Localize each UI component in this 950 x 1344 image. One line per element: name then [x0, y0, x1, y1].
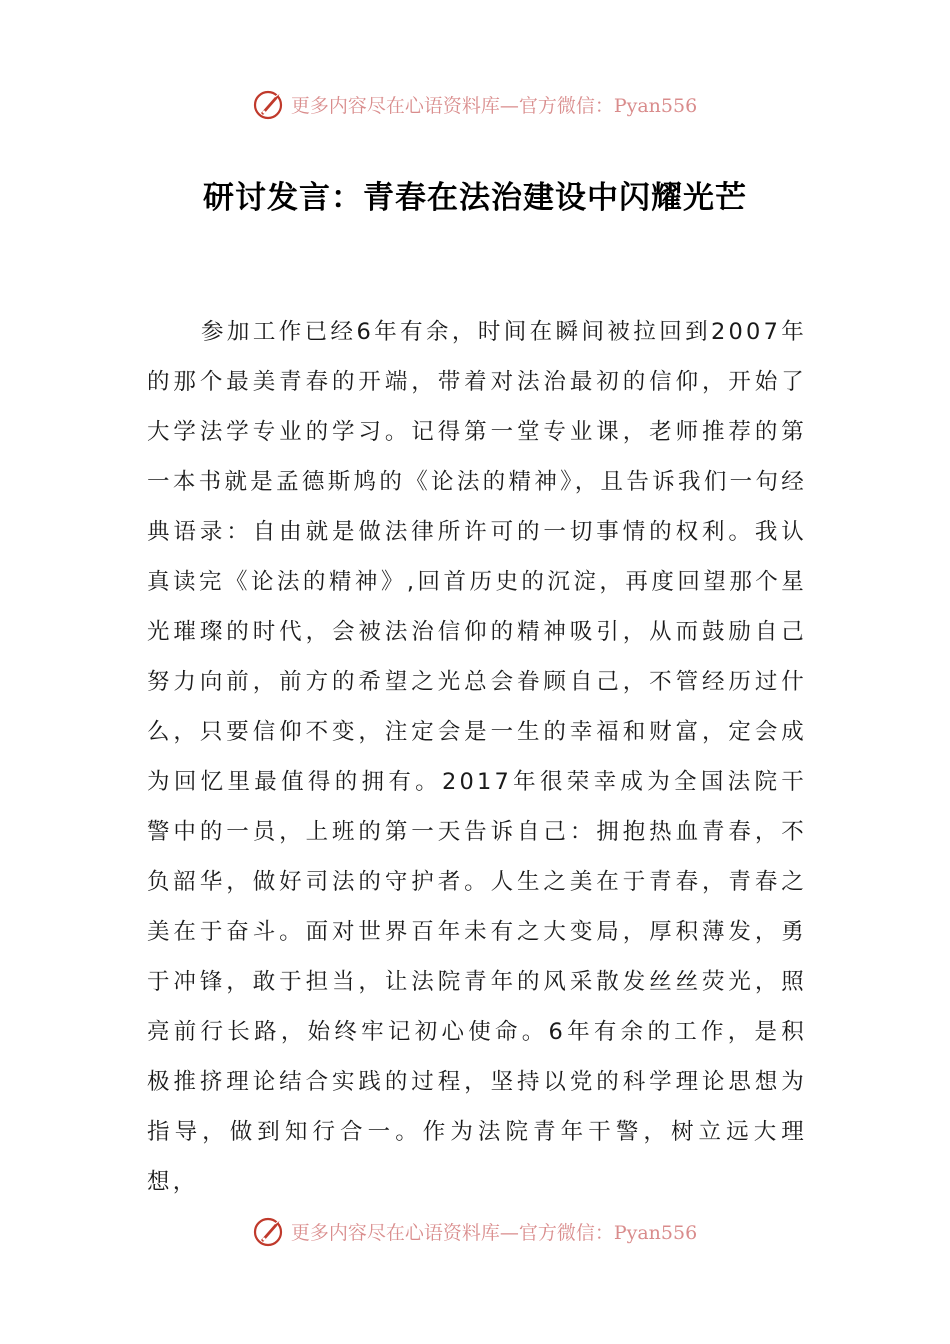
footer-banner-text: 更多内容尽在心语资料库—官方微信：Pyan556 [290, 1221, 698, 1244]
pen-nib-logo-icon [253, 1214, 287, 1248]
document-title: 研讨发言：青春在法治建设中闪耀光芒 [203, 180, 747, 216]
header-banner-text: 更多内容尽在心语资料库—官方微信：Pyan556 [290, 94, 698, 117]
header-banner [0, 84, 950, 124]
pen-nib-logo-icon [253, 87, 287, 121]
body-paragraph: 参加工作已经6年有余，时间在瞬间被拉回到2007年的那个最美青春的开端，带着对法治最初的信仰，开始了大学法学专业的学习。记得第一堂专业课，老师推荐的第一本书就是孟德斯鸠的《论法的精神》，且告诉我们一句经典语录：自由就是做法律所许可的一切事情的权利。我认真读完《论法的精神》,回首历史的沉淀，再度回望那个星光璀璨的时代，会被法治信仰的精神吸引，从而鼓励自己努力向前，前方的希望之光总会眷顾自己，不管经历过什么，只要信仰不变，注定会是一生的幸福和财富，定会成为回忆里最值得的拥有。2017年很荣幸成为全国法院干警中的一员，上班的第一天告诉自己：拥抱热血青春，不负韶华，做好司法的守护者。人生之美在于青春，青春之美在于奋斗。面对世界百年未有之大变局，厚积薄发，勇于冲锋，敢于担当，让法院青年的风采散发丝丝荧光，照亮前行长路，始终牢记初心使命。6年有余的工作，是积极推挤理论结合实践的过程，坚持以党的科学理论思想为指导，做到知行合一。作为法院青年干警，树立远大理想， [147, 319, 807, 1195]
footer-banner [0, 1211, 950, 1251]
